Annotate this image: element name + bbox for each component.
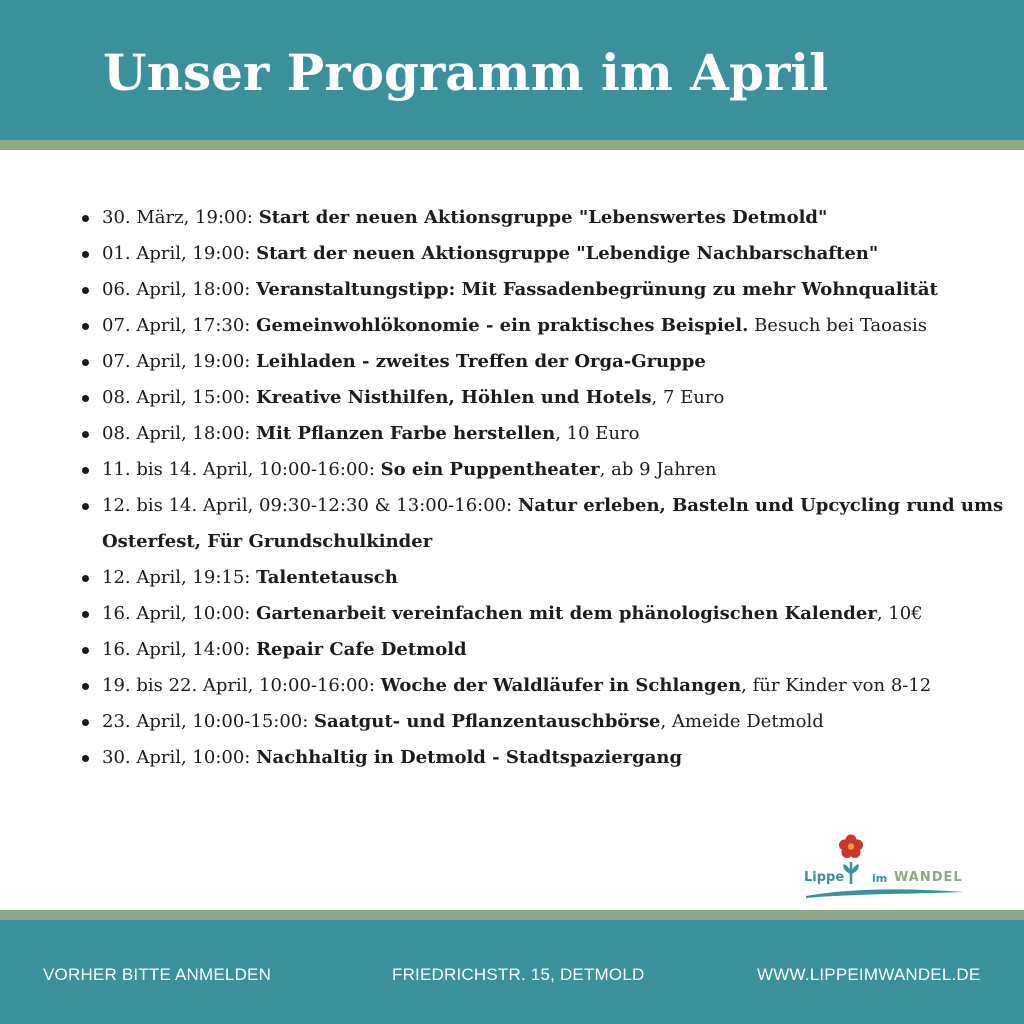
page-title: Unser Programm im April: [103, 43, 829, 102]
event-extra: , Ameide Detmold: [660, 711, 824, 732]
list-item: [80, 596, 1010, 632]
list-item: [80, 308, 1010, 344]
list-item: [80, 416, 1010, 452]
event-date: 06. April, 18:00:: [102, 279, 257, 300]
list-item: [80, 380, 1010, 416]
event-title: Start der neuen Aktionsgruppe "Lebendige Nachbarschaften": [256, 243, 879, 264]
event-extra: , 10 Euro: [555, 423, 640, 444]
event-date: 07. April, 17:30:: [102, 315, 257, 336]
header-stripe: [0, 140, 1024, 150]
list-item: [80, 668, 1010, 704]
event-title: Natur erleben, Basteln und Upcycling rund ums Osterfest, Für Grundschulkinder: [102, 495, 1004, 552]
event-title: So ein Puppentheater: [380, 459, 600, 480]
event-title: Mit Pflanzen Farbe herstellen: [256, 423, 556, 444]
event-list: [80, 200, 1010, 776]
header-banner: [0, 0, 1024, 140]
event-extra: , 7 Euro: [651, 387, 725, 408]
list-item: [80, 488, 1010, 560]
logo-text-lippe: Lippe: [804, 870, 845, 885]
list-item: [80, 704, 1010, 740]
list-item: [80, 452, 1010, 488]
event-date: 16. April, 10:00:: [102, 603, 257, 624]
list-item: [80, 344, 1010, 380]
event-date: 12. April, 19:15:: [102, 567, 257, 588]
list-item: [80, 632, 1010, 668]
list-item: [80, 272, 1010, 308]
event-title: Saatgut- und Pflanzentauschbörse: [314, 711, 661, 732]
list-item: [80, 740, 1010, 776]
event-date: 11. bis 14. April, 10:00-16:00:: [102, 459, 381, 480]
event-extra: , für Kinder von 8-12: [741, 675, 932, 696]
lippe-im-wandel-logo: [800, 832, 970, 902]
event-date: 19. bis 22. April, 10:00-16:00:: [102, 675, 381, 696]
event-title: Start der neuen Aktionsgruppe "Lebenswertes Detmold": [258, 207, 828, 228]
logo-text-im: im: [872, 872, 888, 885]
event-extra: , 10€: [876, 603, 923, 624]
logo-text-wandel: WANDEL: [894, 870, 963, 885]
event-date: 08. April, 18:00:: [102, 423, 257, 444]
event-date: 30. April, 10:00:: [102, 747, 257, 768]
event-title: Gartenarbeit vereinfachen mit dem phänologischen Kalender: [256, 603, 877, 624]
footer-banner: [0, 920, 1024, 1024]
event-date: 12. bis 14. April, 09:30-12:30 & 13:00-16:00:: [102, 495, 518, 516]
event-date: 01. April, 19:00:: [102, 243, 257, 264]
event-title: Talentetausch: [256, 567, 398, 588]
event-title: Veranstaltungstipp: Mit Fassadenbegrünung zu mehr Wohnqualität: [256, 279, 938, 300]
website-text: WWW.LIPPEIMWANDEL.DE: [757, 965, 981, 984]
flower-icon: [800, 832, 970, 902]
event-title: Leihladen - zweites Treffen der Orga-Gruppe: [256, 351, 706, 372]
event-date: 08. April, 15:00:: [102, 387, 257, 408]
event-title: Kreative Nisthilfen, Höhlen und Hotels: [256, 387, 652, 408]
event-title: Woche der Waldläufer in Schlangen: [380, 675, 742, 696]
registration-note: VORHER BITTE ANMELDEN: [43, 965, 272, 984]
event-title: Repair Cafe Detmold: [256, 639, 467, 660]
event-date: 16. April, 14:00:: [102, 639, 257, 660]
event-date: 30. März, 19:00:: [102, 207, 259, 228]
event-title: Nachhaltig in Detmold - Stadtspaziergang: [256, 747, 683, 768]
list-item: [80, 560, 1010, 596]
event-date: 23. April, 10:00-15:00:: [102, 711, 315, 732]
list-item: [80, 236, 1010, 272]
event-title: Gemeinwohlökonomie - ein praktisches Beispiel.: [256, 315, 749, 336]
event-extra: , ab 9 Jahren: [599, 459, 717, 480]
event-extra: Besuch bei Taoasis: [748, 315, 927, 336]
address-text: FRIEDRICHSTR. 15, DETMOLD: [392, 965, 645, 984]
list-item: [80, 200, 1010, 236]
event-date: 07. April, 19:00:: [102, 351, 257, 372]
footer-stripe: [0, 910, 1024, 920]
